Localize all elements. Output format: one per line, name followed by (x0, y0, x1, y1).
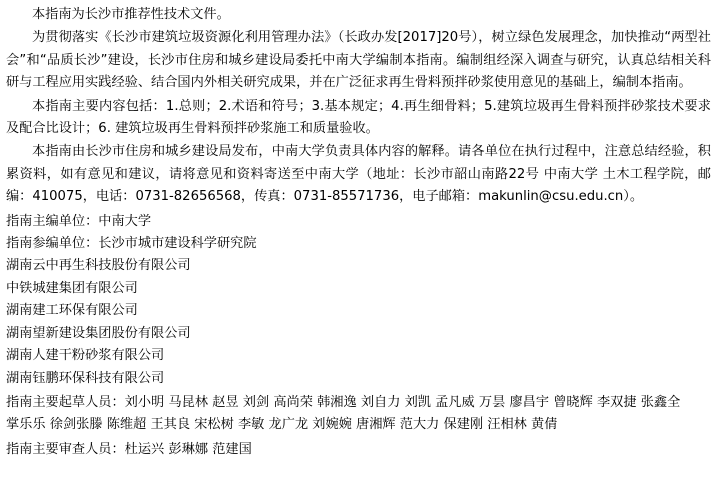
credits-list (6, 211, 711, 390)
reviewers-line: 指南主要审查人员：杜运兴 彭琳娜 范建国 (6, 441, 252, 457)
paragraph-2: 为贯彻落实《长沙市建筑垃圾资源化利用管理办法》（长政办发[2017]20号），树立绿色发展理念，加快推动“两型社会”和“品质长沙”建设，长沙市住房和城乡建设局委托中南大学编制本指南。编制组经深入调查与研究，认真总结相关科研与工程应用实践经验、结合国内外相关研究成果，并在广泛征求再生骨料预拌砂浆使用意见的基础上，编制本指南。 (6, 30, 711, 91)
paragraph-4: 本指南由长沙市住房和城乡建设局发布，中南大学负责具体内容的解释。请各单位在执行过程中，注意总结经验，积累资料，如有意见和建议，请将意见和资料寄送至中南大学（地址：长沙市韶山南路22号 中南大学 土木工程学院，邮编：410075，电话：0731-82656568，传真：0731-85571736，电子邮箱：makunlin@csu.edu.cn）。 (6, 144, 711, 205)
authors-line-2: 掌乐乐 徐剑张滕 陈维超 王其良 宋松树 李敏 龙广龙 刘婉婉 唐湘辉 范大力 保建刚 汪相林 黄倩 (6, 417, 558, 433)
foreword-paragraphs (6, 4, 711, 209)
authors-section (6, 392, 711, 437)
credit-unit-6: 湖南望新建设集团股份有限公司 (6, 325, 191, 341)
paragraph-1: 本指南为长沙市推荐性技术文件。 (32, 7, 230, 22)
authors-line-1: 指南主要起草人员：刘小明 马昆林 赵昱 刘剑 高尚荣 韩湘逸 刘自力 刘凯 孟凡威 万昙 廖昌宇 曾晓辉 李双捷 张鑫全 (6, 394, 681, 410)
credit-unit-5: 湖南建工环保有限公司 (6, 303, 138, 319)
reviewers-section (6, 439, 711, 461)
credit-unit-7: 湖南人建干粉砂浆有限公司 (6, 348, 165, 364)
credit-unit-8: 湖南钰鹏环保科技有限公司 (6, 370, 165, 386)
paragraph-3: 本指南主要内容包括：1.总则；2.术语和符号；3.基本规定；4.再生细骨料；5.建筑垃圾再生骨料预拌砂浆技术要求及配合比设计；6. 建筑垃圾再生骨料预拌砂浆施工和质量验收。 (6, 98, 711, 137)
credit-chief-editor-unit: 指南主编单位：中南大学 (6, 213, 152, 229)
credit-unit-4: 中铁城建集团有限公司 (6, 280, 138, 296)
credit-unit-3: 湖南云中再生科技股份有限公司 (6, 258, 191, 274)
credit-participating-units: 指南参编单位：长沙市城市建设科学研究院 (6, 236, 257, 252)
